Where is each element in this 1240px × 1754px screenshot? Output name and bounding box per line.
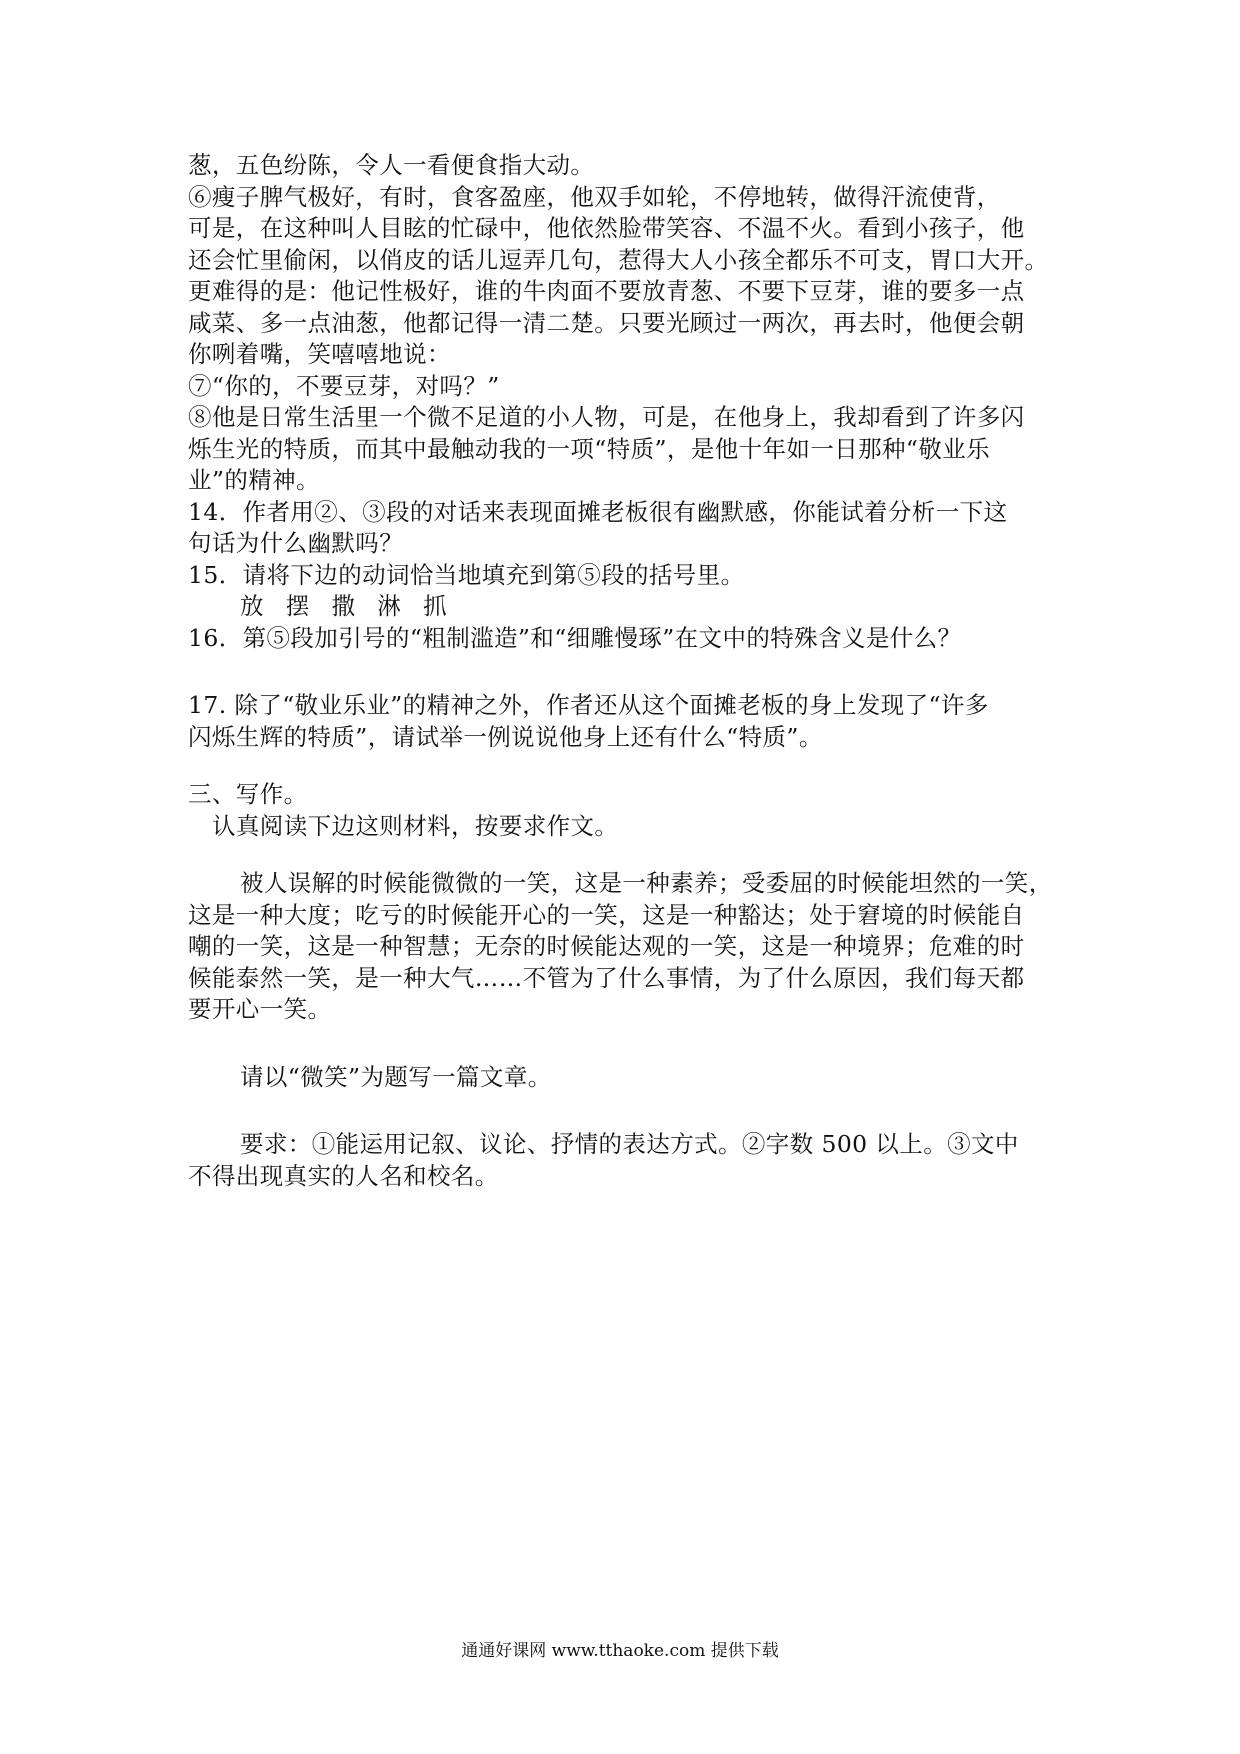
material-line: 候能泰然一笑，是一种大气……不管为了什么事情，为了什么原因，我们每天都 bbox=[188, 963, 1025, 992]
question-text: 14．作者用②、③段的对话来表现面摊老板很有幽默感，你能试着分析一下这 bbox=[188, 497, 1008, 526]
passage-line: 咸菜、多一点油葱，他都记得一清二楚。只要光顾过一两次，再去时，他便会朝 bbox=[188, 308, 1025, 337]
passage-line: 可是，在这种叫人目眩的忙碌中，他依然脸带笑容、不温不火。看到小孩子，他 bbox=[188, 214, 1025, 242]
document-body bbox=[188, 150, 1068, 1192]
page-footer: 通通好课网 www.tthaoke.com 提供下载 bbox=[461, 1641, 779, 1661]
requirement-line: 不得出现真实的人名和校名。 bbox=[188, 1161, 499, 1190]
verb-list: 放 摆 撒 淋 抓 bbox=[240, 592, 447, 620]
question-17 bbox=[188, 690, 1068, 753]
passage-line: 葱，五色纷陈，令人一看便食指大动。 bbox=[188, 151, 595, 179]
requirement-line: 要求：①能运用记叙、议论、抒情的表达方式。②字数 500 以上。③文中 bbox=[240, 1130, 1019, 1158]
writing-requirements bbox=[188, 1129, 1068, 1192]
question-text: 15．请将下边的动词恰当地填充到第⑤段的括号里。 bbox=[188, 560, 745, 589]
question-14 bbox=[188, 497, 1068, 560]
material-line: 嘲的一笑，这是一种智慧；无奈的时候能达观的一笑，这是一种境界；危难的时 bbox=[188, 932, 1025, 960]
passage bbox=[188, 150, 1068, 497]
question-text: 句话为什么幽默吗？ bbox=[188, 529, 404, 557]
question-text: 17. 除了“敬业乐业”的精神之外，作者还从这个面摊老板的身上发现了“许多 bbox=[188, 691, 989, 719]
writing-prompt: 请以“微笑”为题写一篇文章。 bbox=[240, 1062, 552, 1091]
writing-instruction: 认真阅读下边这则材料，按要求作文。 bbox=[212, 811, 619, 840]
question-text: 闪烁生辉的特质”，请试举一例说说他身上还有什么“特质”。 bbox=[188, 722, 823, 751]
material-line: 要开心一笑。 bbox=[188, 995, 332, 1023]
passage-line: ⑧他是日常生活里一个微不足道的小人物，可是，在他身上，我却看到了许多闪 bbox=[188, 403, 1025, 431]
passage-line: ⑥瘦子脾气极好，有时，食客盈座，他双手如轮，不停地转，做得汗流使背， bbox=[188, 182, 1001, 211]
material-line: 被人误解的时候能微微的一笑，这是一种素养；受委屈的时候能坦然的一笑， bbox=[240, 869, 1053, 897]
question-text: 16．第⑤段加引号的“粗制滥造”和“细雕慢琢”在文中的特殊含义是什么？ bbox=[188, 623, 962, 652]
writing-material bbox=[188, 868, 1068, 1026]
passage-line: 更难得的是：他记性极好，谁的牛肉面不要放青葱、不要下豆芽，谁的要多一点 bbox=[188, 277, 1025, 305]
passage-line: 你咧着嘴，笑嘻嘻地说： bbox=[188, 340, 451, 368]
section-heading: 三、写作。 bbox=[188, 780, 308, 808]
question-16 bbox=[188, 623, 1068, 655]
writing-section bbox=[188, 779, 1068, 1192]
passage-line: 烁生光的特质，而其中最触动我的一项“特质”，是他十年如一日那种“敬业乐 bbox=[188, 434, 991, 463]
passage-line: ⑦“你的，不要豆芽，对吗？” bbox=[188, 371, 500, 400]
material-line: 这是一种大度；吃亏的时候能开心的一笑，这是一种豁达；处于窘境的时候能自 bbox=[188, 900, 1025, 929]
question-15 bbox=[188, 560, 1068, 623]
passage-line: 业”的精神。 bbox=[188, 466, 320, 494]
passage-line: 还会忙里偷闲，以俏皮的话儿逗弄几句，惹得大人小孩全都乐不可支，胃口大开。 bbox=[188, 245, 1049, 274]
